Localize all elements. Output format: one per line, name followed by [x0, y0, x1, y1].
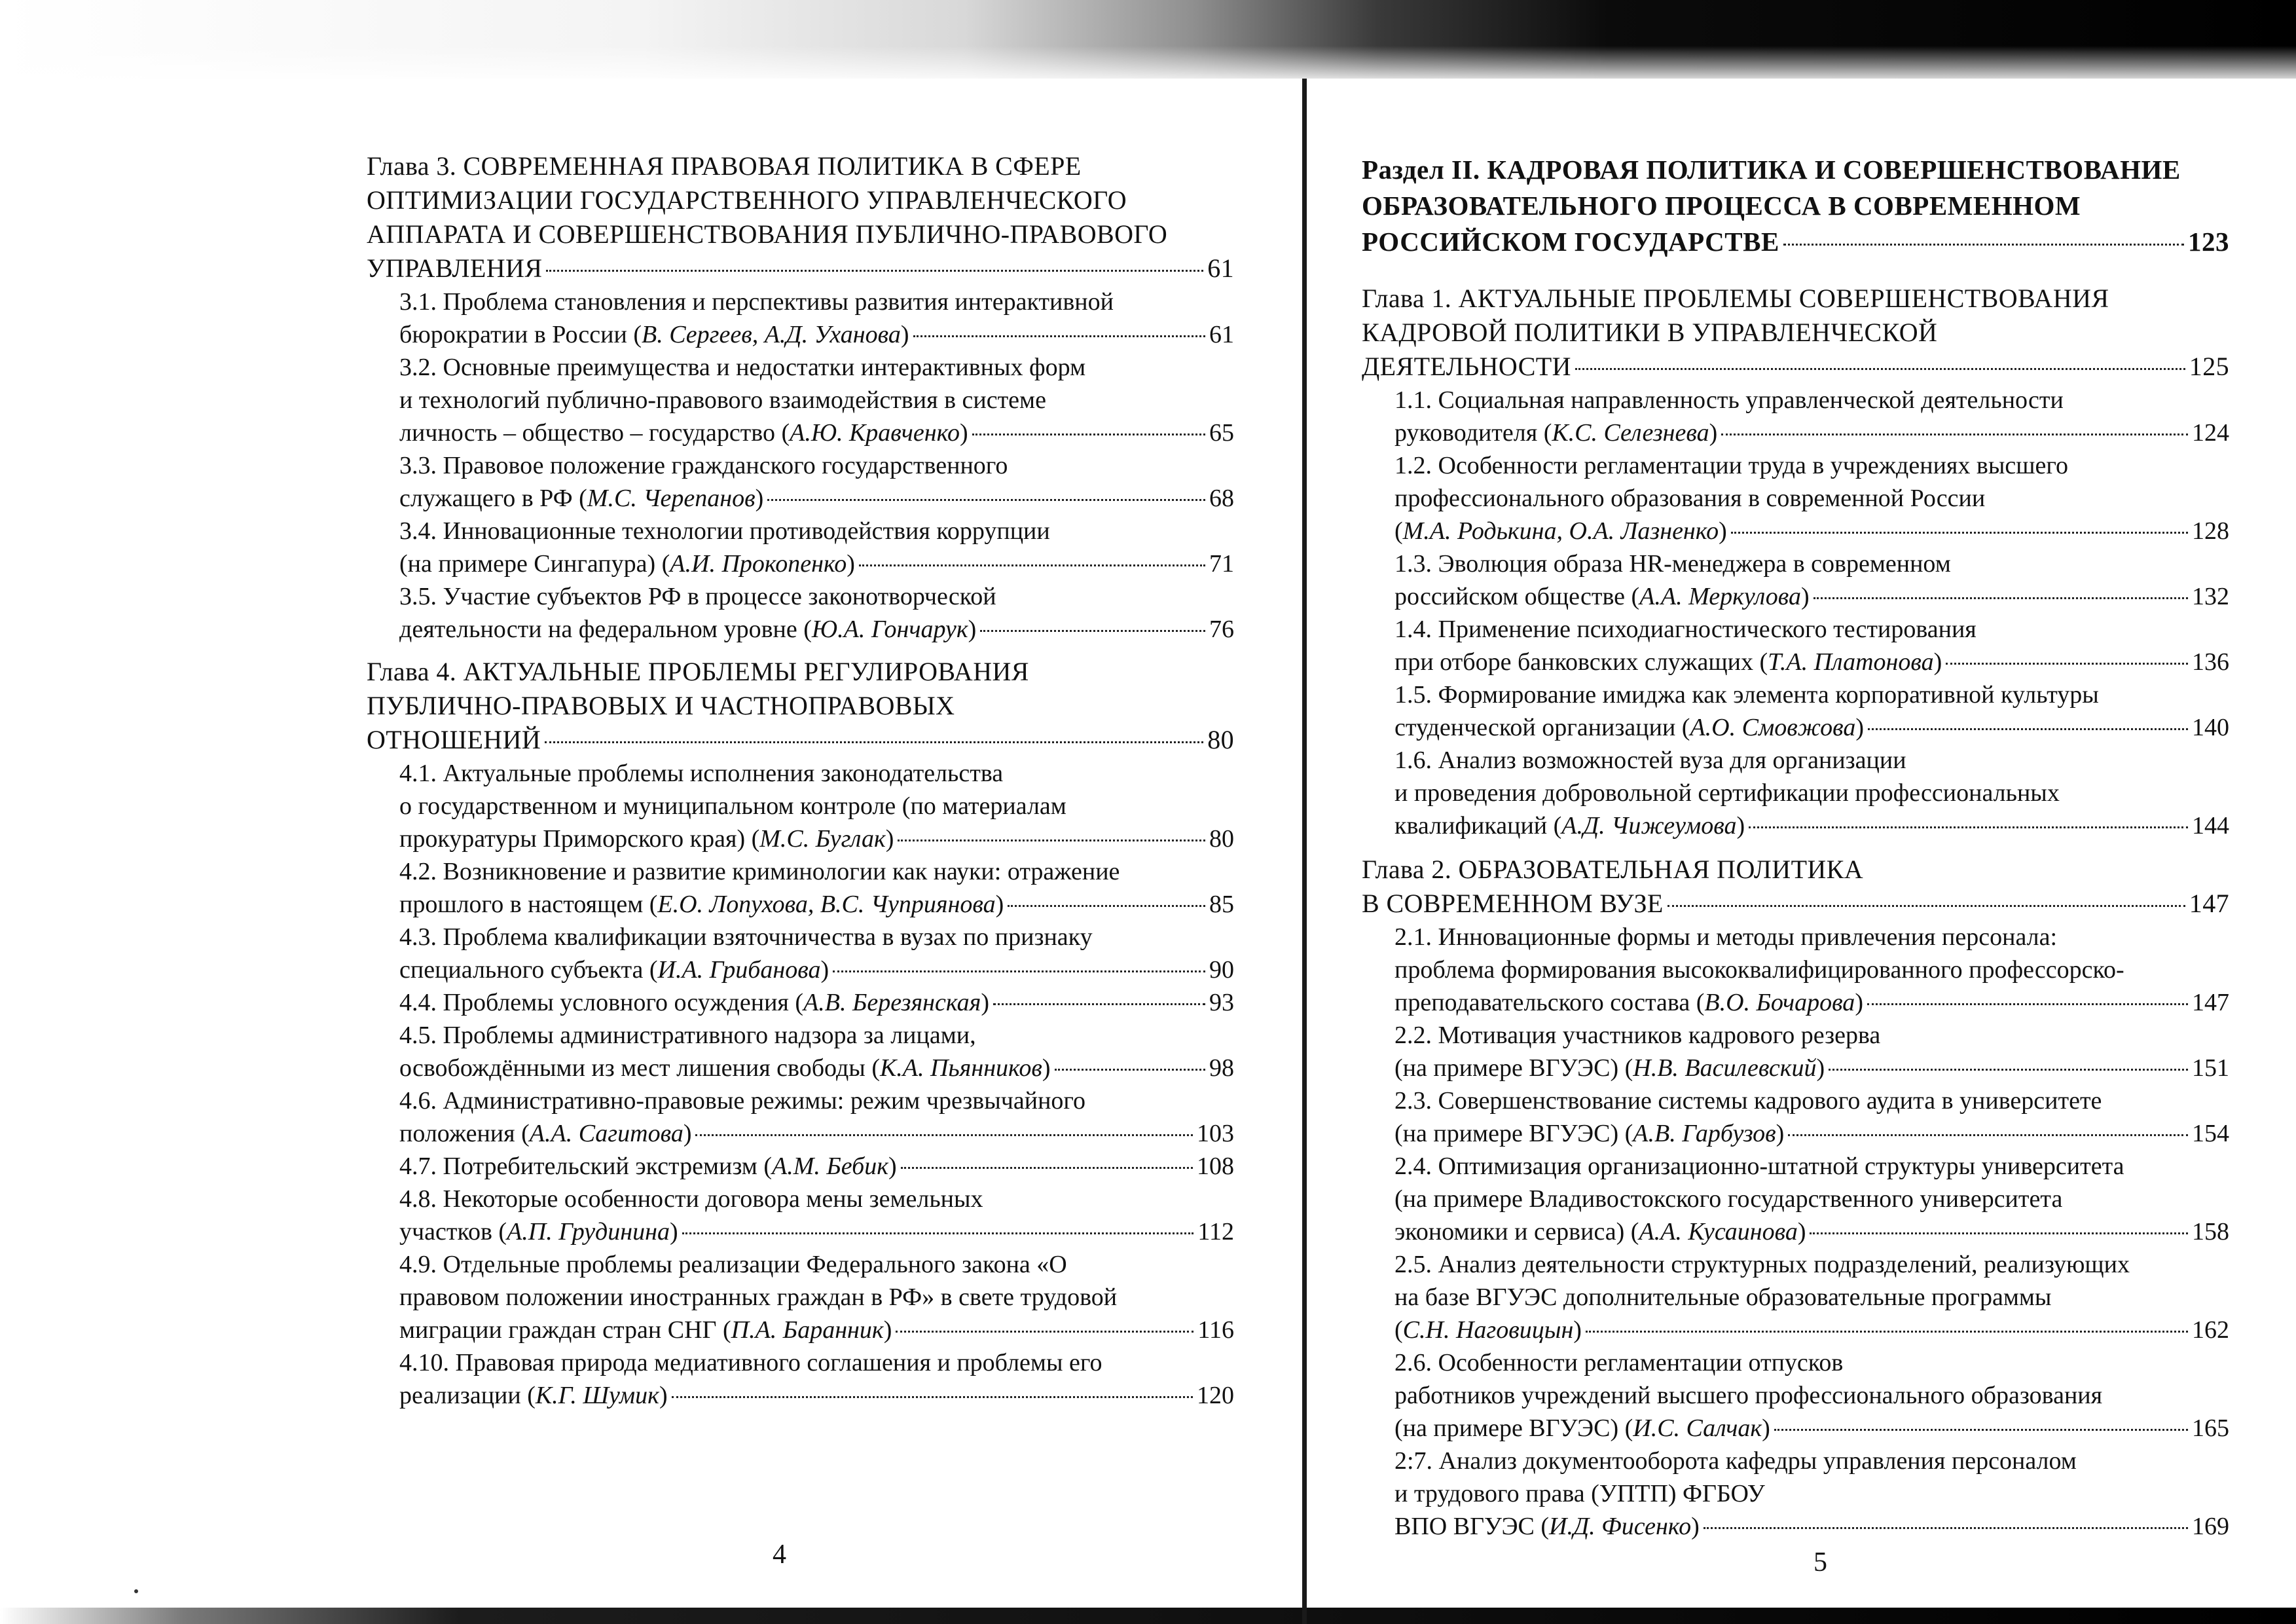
page-ref: 147: [2189, 889, 2229, 918]
entry-lead: квалификаций (: [1394, 812, 1562, 840]
entry-final-line: [1394, 986, 2229, 1019]
author-name: Е.О. Лопухова, В.С. Чуприянова: [657, 891, 996, 918]
page-ref: 162: [2192, 1316, 2229, 1344]
entry-line: о государственном и муниципальном контроле (по материалам: [399, 792, 1066, 820]
chapter-title: [1362, 282, 2229, 384]
entry-line: работников учреждений высшего профессионального образования: [1394, 1382, 2103, 1409]
page-ref: 154: [2192, 1120, 2229, 1147]
chapter-title-line: АППАРАТА И СОВЕРШЕНСТВОВАНИЯ ПУБЛИЧНО-ПРАВОВОГО: [367, 219, 1168, 249]
dot-leader: [833, 970, 1205, 972]
chapter-title: [1362, 853, 2229, 921]
author-name: И.Д. Фисенко: [1549, 1513, 1692, 1540]
entry-text: при отборе банковских служащих (Т.А. Платонова): [1394, 648, 1942, 676]
page-ref: 108: [1197, 1153, 1234, 1180]
chapter-1: [1362, 282, 2229, 842]
entry-text: преподавательского состава (В.О. Бочарова): [1394, 989, 1863, 1016]
entry-text: экономики и сервиса) (А.А. Кусаинова): [1394, 1218, 1806, 1246]
entry-line: 2.1. Инновационные формы и методы привлечения персонала:: [1394, 923, 2058, 951]
page-ref: 151: [2192, 1054, 2229, 1082]
page-ref: 169: [2192, 1513, 2229, 1540]
entry-line: 4.8. Некоторые особенности договора мены земельных: [399, 1185, 983, 1213]
entry-lead: миграции граждан стран СНГ (: [399, 1316, 731, 1344]
chapter-title-final-line: [1362, 350, 2229, 384]
dot-leader: [1731, 532, 2188, 534]
entry-line: 1.6. Анализ возможностей вуза для организации: [1394, 747, 1906, 774]
dot-leader: [1783, 244, 2184, 246]
entry-final-line: [1394, 580, 2229, 613]
author-name: С.Н. Наговицын: [1402, 1316, 1574, 1344]
chapter-title-lead: ОТНОШЕНИЙ: [367, 725, 541, 754]
dot-leader: [898, 840, 1205, 841]
entry-line: 3.4. Инновационные технологии противодействия коррупции: [399, 517, 1050, 545]
toc-entry: [1362, 449, 2229, 547]
toc-entry: [1362, 547, 2229, 613]
entry-final-line: [1394, 1052, 2229, 1084]
entry-line: и технологий публично-правового взаимодействия в системе: [399, 386, 1046, 414]
entry-line: 3.1. Проблема становления и перспективы развития интерактивной: [399, 288, 1114, 316]
entry-final-line: [399, 318, 1234, 351]
entry-lead: (: [1394, 1316, 1403, 1344]
entry-lead: при отборе банковских служащих (: [1394, 648, 1768, 676]
dot-leader: [1774, 1429, 2188, 1431]
entry-final-line: [399, 1215, 1234, 1248]
entry-line: 1.1. Социальная направленность управленческой деятельности: [1394, 386, 2064, 414]
page-ref: 76: [1209, 616, 1234, 643]
author-name: А.А. Кусаинова: [1639, 1218, 1798, 1246]
author-name: К.С. Селезнева: [1552, 419, 1709, 447]
entry-line: 2.2. Мотивация участников кадрового резерва: [1394, 1022, 1881, 1049]
toc-entry: [1362, 1150, 2229, 1248]
entry-line: 4.5. Проблемы административного надзора за лицами,: [399, 1022, 976, 1049]
chapter-title: [367, 149, 1234, 286]
page-ref: 116: [1197, 1316, 1234, 1344]
entry-text: прокуратуры Приморского края) (М.С. Буглак): [399, 825, 894, 853]
section-heading: [1362, 152, 2229, 260]
entry-lead: участков (: [399, 1218, 507, 1246]
entry-final-line: [1394, 1215, 2229, 1248]
page-ref: 61: [1207, 253, 1234, 283]
toc-entry: [367, 1084, 1234, 1150]
page-ref: 144: [2192, 812, 2229, 840]
dot-leader: [1813, 597, 2188, 599]
entry-line: 2:7. Анализ документооборота кафедры управления персоналом: [1394, 1447, 2077, 1475]
chapter-title-lead: УПРАВЛЕНИЯ: [367, 253, 543, 283]
entry-text: бюрократии в России (В. Сергеев, А.Д. Уханова): [399, 321, 909, 348]
chapter-4: [367, 655, 1234, 1412]
author-name: М.С. Черепанов: [587, 485, 756, 512]
dot-leader: [980, 630, 1205, 632]
dot-leader: [1667, 905, 2185, 907]
page-ref: 93: [1209, 989, 1234, 1016]
entry-line: и проведения добровольной сертификации профессиональных: [1394, 779, 2060, 807]
toc-entry: [1362, 384, 2229, 449]
page-ref: 68: [1209, 485, 1234, 512]
author-name: А.М. Бебик: [772, 1153, 889, 1180]
page-ref: 103: [1197, 1120, 1234, 1147]
page-ref: 80: [1209, 825, 1234, 853]
dot-leader: [972, 434, 1205, 435]
entry-line: 3.5. Участие субъектов РФ в процессе законотворческой: [399, 583, 996, 610]
author-name: А.А. Меркулова: [1639, 583, 1801, 610]
entry-line: (на примере Владивостокского государственного университета: [1394, 1185, 2063, 1213]
author-name: Н.В. Василевский: [1633, 1054, 1817, 1082]
entry-text: положения (А.А. Сагитова): [399, 1120, 692, 1147]
entry-line: 4.1. Актуальные проблемы исполнения законодательства: [399, 760, 1004, 787]
dot-leader: [1946, 663, 2188, 665]
dot-leader: [767, 499, 1205, 501]
entry-line: 3.2. Основные преимущества и недостатки интерактивных форм: [399, 354, 1086, 381]
chapter-title-text: [1362, 350, 1571, 384]
entry-lead: освобождёнными из мест лишения свободы (: [399, 1054, 880, 1082]
section-text: [1362, 224, 1779, 260]
entry-line: 1.5. Формирование имиджа как элемента корпоративной культуры: [1394, 681, 2099, 709]
toc-entry: [367, 515, 1234, 580]
entry-line: проблема формирования высококвалифицированного профессорско-: [1394, 956, 2124, 984]
page-ref: 158: [2192, 1218, 2229, 1246]
author-name: А.В. Гарбузов: [1633, 1120, 1776, 1147]
chapter-title-line: Глава 1. АКТУАЛЬНЫЕ ПРОБЛЕМЫ СОВЕРШЕНСТВОВАНИЯ: [1362, 284, 2109, 313]
entry-final-line: [399, 953, 1234, 986]
chapter-title-final-line: [367, 723, 1234, 757]
dot-leader: [1829, 1069, 2188, 1071]
entry-text: (на примере ВГУЭС) (А.В. Гарбузов): [1394, 1120, 1785, 1147]
entry-lead: российском обществе (: [1394, 583, 1640, 610]
chapter-title-text: [367, 723, 541, 757]
chapter-title-line: Глава 4. АКТУАЛЬНЫЕ ПРОБЛЕМЫ РЕГУЛИРОВАНИЯ: [367, 657, 1029, 686]
page-ref: 136: [2192, 648, 2229, 676]
entry-text: 4.4. Проблемы условного осуждения (А.В. Березянская): [399, 989, 989, 1016]
author-name: Т.А. Платонова: [1768, 648, 1934, 676]
entry-final-line: [399, 613, 1234, 646]
entry-text: студенческой организации (А.О. Смовжова): [1394, 714, 1864, 741]
toc-entry: [1362, 613, 2229, 678]
entry-text: миграции граждан стран СНГ (П.А. Баранник): [399, 1316, 892, 1344]
entry-text: личность – общество – государство (А.Ю. Кравченко): [399, 419, 968, 447]
chapter-2: [1362, 853, 2229, 1543]
author-name: М.С. Буглак: [759, 825, 886, 853]
entry-line: 2.4. Оптимизация организационно-штатной структуры университета: [1394, 1153, 2124, 1180]
author-name: А.В. Березянская: [803, 989, 981, 1016]
dot-leader: [1008, 905, 1205, 907]
entry-final-line: [399, 482, 1234, 515]
page-ref: 112: [1197, 1218, 1234, 1246]
author-name: В.О. Бочарова: [1704, 989, 1855, 1016]
entry-lead: руководителя (: [1394, 419, 1552, 447]
page-ref: 123: [2188, 227, 2229, 257]
entry-line: 4.6. Административно-правовые режимы: режим чрезвычайного: [399, 1087, 1086, 1115]
entry-text: ВПО ВГУЭС (И.Д. Фисенко): [1394, 1513, 1700, 1540]
entry-text: служащего в РФ (М.С. Черепанов): [399, 485, 764, 512]
chapter-title-lead: В СОВРЕМЕННОМ ВУЗЕ: [1362, 889, 1664, 918]
page-ref: 80: [1207, 725, 1234, 754]
entry-text: (на примере ВГУЭС) (Н.В. Василевский): [1394, 1054, 1825, 1082]
dot-leader: [913, 335, 1205, 337]
toc-entry: [367, 1248, 1234, 1346]
author-name: Ю.А. Гончарук: [811, 616, 968, 643]
entry-line: 1.2. Особенности регламентации труда в учреждениях высшего: [1394, 452, 2068, 479]
entry-line: 1.3. Эволюция образа HR-менеджера в современном: [1394, 550, 1951, 578]
entry-lead: служащего в РФ (: [399, 485, 587, 512]
toc-entry: [367, 286, 1234, 351]
chapter-title-text: [1362, 887, 1664, 921]
entry-final-line: [399, 1117, 1234, 1150]
author-name: А.Ю. Кравченко: [790, 419, 960, 447]
toc-entry: [367, 580, 1234, 646]
page-ref: 98: [1209, 1054, 1234, 1082]
entry-line: 2.5. Анализ деятельности структурных подразделений, реализующих: [1394, 1251, 2130, 1278]
author-name: К.А. Пьянников: [880, 1054, 1042, 1082]
page-number: 5: [1813, 1547, 1827, 1578]
page-ref: 71: [1209, 550, 1234, 578]
author-name: М.А. Родькина, О.А. Лазненко: [1402, 517, 1719, 545]
entry-lead: реализации (: [399, 1382, 536, 1409]
toc-entry: [367, 986, 1234, 1019]
entry-final-line: [399, 1052, 1234, 1084]
author-name: А.И. Прокопенко: [670, 550, 847, 578]
author-name: А.А. Сагитова: [529, 1120, 683, 1147]
toc-entry: [367, 1019, 1234, 1084]
entry-lead: (на примере ВГУЭС) (: [1394, 1414, 1633, 1442]
entry-text: российском обществе (А.А. Меркулова): [1394, 583, 1810, 610]
entry-final-line: [399, 1314, 1234, 1346]
author-name: И.А. Грибанова: [657, 956, 821, 984]
entry-final-line: [1394, 711, 2229, 744]
toc-entry: [367, 351, 1234, 449]
dot-leader: [896, 1331, 1194, 1333]
toc-entry: [367, 1150, 1234, 1183]
page-number: 4: [773, 1540, 786, 1570]
entry-text: участков (А.П. Грудинина): [399, 1218, 678, 1246]
entry-lead: экономики и сервиса) (: [1394, 1218, 1639, 1246]
entry-lead: бюрократии в России (: [399, 321, 642, 348]
entry-final-line: [399, 1379, 1234, 1412]
section-line: ОБРАЗОВАТЕЛЬНОГО ПРОЦЕССА В СОВРЕМЕННОМ: [1362, 191, 2081, 221]
page-ref: 120: [1197, 1382, 1234, 1409]
page-ref: 147: [2192, 989, 2229, 1016]
entry-final-line: [1394, 809, 2229, 842]
entry-lead: прокуратуры Приморского края) (: [399, 825, 760, 853]
chapter-title-line: Глава 2. ОБРАЗОВАТЕЛЬНАЯ ПОЛИТИКА: [1362, 855, 1864, 884]
toc-entry: [367, 855, 1234, 921]
entry-final-line: [1394, 1314, 2229, 1346]
entry-final-line: [1394, 646, 2229, 678]
entry-text: 4.7. Потребительский экстремизм (А.М. Бебик): [399, 1153, 897, 1180]
entry-text: (на примере Сингапура) (А.И. Прокопенко): [399, 550, 855, 578]
entry-final-line: [399, 986, 1234, 1019]
page-ref: 65: [1209, 419, 1234, 447]
toc-entry: [367, 921, 1234, 986]
section-final-line: [1362, 224, 2229, 260]
entry-final-line: [399, 822, 1234, 855]
dot-leader: [546, 270, 1203, 272]
entry-line: 4.9. Отдельные проблемы реализации Федерального закона «О: [399, 1251, 1067, 1278]
entry-line: 4.2. Возникновение и развитие криминологии как науки: отражение: [399, 858, 1120, 885]
entry-lead: студенческой организации (: [1394, 714, 1690, 741]
entry-lead: деятельности на федеральном уровне (: [399, 616, 812, 643]
chapter-title-line: КАДРОВОЙ ПОЛИТИКИ В УПРАВЛЕНЧЕСКОЙ: [1362, 318, 1938, 347]
entry-line: 3.3. Правовое положение гражданского государственного: [399, 452, 1008, 479]
dot-leader: [672, 1396, 1193, 1398]
dot-leader: [1788, 1134, 2188, 1136]
entry-final-line: [1394, 1412, 2229, 1445]
author-name: И.С. Салчак: [1633, 1414, 1762, 1442]
entry-final-line: [399, 416, 1234, 449]
chapter-title-line: Глава 3. СОВРЕМЕННАЯ ПРАВОВАЯ ПОЛИТИКА В СФЕРЕ: [367, 151, 1082, 181]
right-page: [1362, 0, 2239, 1624]
entry-text: (М.А. Родькина, О.А. Лазненко): [1394, 517, 1727, 545]
entry-line: и трудового права (УПТП) ФГБОУ: [1394, 1480, 1765, 1507]
entry-final-line: [1394, 1510, 2229, 1543]
toc-entry: [367, 757, 1234, 855]
dot-leader: [1586, 1331, 2188, 1333]
entry-lead: положения (: [399, 1120, 530, 1147]
dot-leader: [545, 741, 1203, 743]
entry-text: освобождёнными из мест лишения свободы (К.А. Пьянников): [399, 1054, 1051, 1082]
entry-line: 2.6. Особенности регламентации отпусков: [1394, 1349, 1844, 1376]
entry-line: правовом положении иностранных граждан в РФ» в свете трудовой: [399, 1283, 1118, 1311]
chapter-title-line: ПУБЛИЧНО-ПРАВОВЫХ И ЧАСТНОПРАВОВЫХ: [367, 691, 955, 720]
dot-leader: [682, 1232, 1194, 1234]
section-lead: РОССИЙСКОМ ГОСУДАРСТВЕ: [1362, 227, 1779, 257]
author-name: А.О. Смовжова: [1690, 714, 1856, 741]
dot-leader: [1575, 368, 2185, 370]
entry-line: 2.3. Совершенствование системы кадрового аудита в университете: [1394, 1087, 2102, 1115]
entry-lead: 4.7. Потребительский экстремизм (: [399, 1153, 772, 1180]
dot-leader: [1867, 1003, 2188, 1005]
entry-text: деятельности на федеральном уровне (Ю.А. Гончарук): [399, 616, 977, 643]
entry-lead: прошлого в настоящем (: [399, 891, 658, 918]
entry-line: 4.10. Правовая природа медиативного соглашения и проблемы его: [399, 1349, 1102, 1376]
toc-entry: [1362, 744, 2229, 842]
chapter-title: [367, 655, 1234, 757]
entry-final-line: [399, 1150, 1234, 1183]
entry-lead: (на примере Сингапура) (: [399, 550, 670, 578]
entry-final-line: [1394, 416, 2229, 449]
author-name: В. Сергеев, А.Д. Уханова: [641, 321, 901, 348]
entry-lead: личность – общество – государство (: [399, 419, 790, 447]
toc-entry: [1362, 1248, 2229, 1346]
toc-entry: [1362, 1445, 2229, 1543]
entry-text: (С.Н. Наговицын): [1394, 1316, 1582, 1344]
dot-leader: [1868, 728, 2188, 730]
dot-leader: [695, 1134, 1193, 1136]
toc-entry: [1362, 678, 2229, 744]
dot-leader: [859, 564, 1205, 566]
author-name: А.Д. Чижеумова: [1561, 812, 1737, 840]
entry-text: квалификаций (А.Д. Чижеумова): [1394, 812, 1745, 840]
entry-lead: ВПО ВГУЭС (: [1394, 1513, 1550, 1540]
entry-lead: 4.4. Проблемы условного осуждения (: [399, 989, 804, 1016]
dot-leader: [1721, 434, 2188, 435]
scan-speck: [134, 1589, 138, 1593]
entry-final-line: [1394, 515, 2229, 547]
page-ref: 165: [2192, 1414, 2229, 1442]
entry-line: 4.3. Проблема квалификации взяточничества в вузах по признаку: [399, 923, 1093, 951]
toc-entry: [1362, 1346, 2229, 1445]
page-ref: 132: [2192, 583, 2229, 610]
entry-text: реализации (К.Г. Шумик): [399, 1382, 668, 1409]
entry-text: специального субъекта (И.А. Грибанова): [399, 956, 829, 984]
entry-line: 1.4. Применение психодиагностического тестирования: [1394, 616, 1977, 643]
dot-leader: [1055, 1069, 1205, 1071]
entry-text: прошлого в настоящем (Е.О. Лопухова, В.С. Чуприянова): [399, 891, 1004, 918]
dot-leader: [901, 1167, 1193, 1169]
toc-entry: [1362, 1084, 2229, 1150]
left-page: [367, 0, 1244, 1624]
entry-text: (на примере ВГУЭС) (И.С. Салчак): [1394, 1414, 1770, 1442]
entry-line: на базе ВГУЭС дополнительные образовательные программы: [1394, 1283, 2052, 1311]
entry-lead: преподавательского состава (: [1394, 989, 1705, 1016]
entry-final-line: [399, 888, 1234, 921]
page-ref: 85: [1209, 891, 1234, 918]
chapter-title-line: ОПТИМИЗАЦИИ ГОСУДАРСТВЕННОГО УПРАВЛЕНЧЕСКОГО: [367, 185, 1127, 215]
chapter-3: [367, 149, 1234, 646]
chapter-title-text: [367, 251, 542, 286]
entry-text: руководителя (К.С. Селезнева): [1394, 419, 1718, 447]
author-name: П.А. Баранник: [731, 1316, 884, 1344]
entry-lead: (на примере ВГУЭС) (: [1394, 1054, 1633, 1082]
toc-entry: [367, 449, 1234, 515]
page-ref: 124: [2192, 419, 2229, 447]
page-ref: 128: [2192, 517, 2229, 545]
toc-entry: [367, 1346, 1234, 1412]
dot-leader: [1810, 1232, 2188, 1234]
entry-lead: (на примере ВГУЭС) (: [1394, 1120, 1633, 1147]
chapter-title-lead: ДЕЯТЕЛЬНОСТИ: [1362, 352, 1571, 381]
toc-entry: [1362, 1019, 2229, 1084]
chapter-title-final-line: [367, 251, 1234, 286]
dot-leader: [993, 1003, 1205, 1005]
page-ref: 61: [1209, 321, 1234, 348]
chapter-title-final-line: [1362, 887, 2229, 921]
toc-entry: [1362, 921, 2229, 1019]
author-name: А.П. Грудинина: [507, 1218, 670, 1246]
entry-final-line: [399, 547, 1234, 580]
toc-entry: [367, 1183, 1234, 1248]
page-ref: 90: [1209, 956, 1234, 984]
dot-leader: [1704, 1527, 2188, 1529]
entry-lead: (: [1394, 517, 1403, 545]
book-spine: [1302, 79, 1307, 1624]
entry-lead: специального субъекта (: [399, 956, 658, 984]
section-line: Раздел II. КАДРОВАЯ ПОЛИТИКА И СОВЕРШЕНСТВОВАНИЕ: [1362, 155, 2181, 185]
entry-final-line: [1394, 1117, 2229, 1150]
author-name: К.Г. Шумик: [535, 1382, 659, 1409]
dot-leader: [1749, 826, 2188, 828]
page-ref: 125: [2189, 352, 2229, 381]
entry-line: профессионального образования в современной России: [1394, 485, 1986, 512]
page-ref: 140: [2192, 714, 2229, 741]
